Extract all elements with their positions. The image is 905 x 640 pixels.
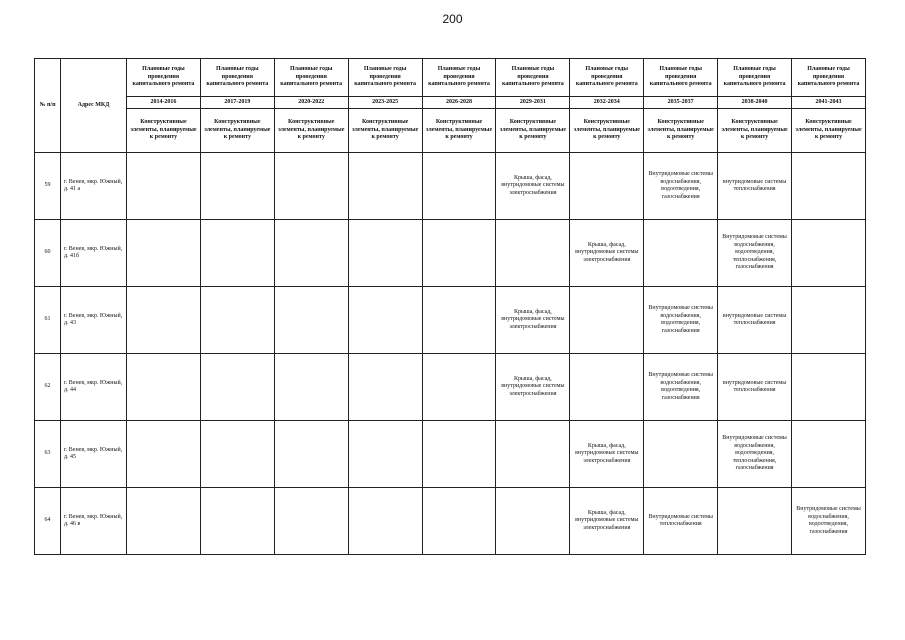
repair-elements-cell xyxy=(127,153,201,220)
repair-elements-cell xyxy=(422,153,496,220)
repair-elements-cell xyxy=(200,488,274,555)
repair-elements-cell: Внутридомовые системы водоснабжения, водоотведения, газоснабжения xyxy=(644,287,718,354)
header-period-years: 2026-2028 xyxy=(422,97,496,109)
header-elements-label: Конструктивные элементы, планируемые к ремонту xyxy=(718,109,792,153)
repair-schedule-table xyxy=(34,58,866,555)
header-num: № п/п xyxy=(35,59,61,153)
repair-elements-cell xyxy=(422,287,496,354)
repair-elements-cell xyxy=(127,421,201,488)
repair-elements-cell xyxy=(496,421,570,488)
row-address: г. Венев, мкр. Южный, д. 41б xyxy=(61,220,127,287)
header-elements-label: Конструктивные элементы, планируемые к ремонту xyxy=(127,109,201,153)
repair-elements-cell xyxy=(644,421,718,488)
repair-elements-cell xyxy=(274,220,348,287)
repair-elements-cell xyxy=(348,220,422,287)
table-row xyxy=(35,220,866,287)
header-period-years: 2032-2034 xyxy=(570,97,644,109)
header-period-years: 2023-2025 xyxy=(348,97,422,109)
header-period-title: Плановые годы проведения капитального ремонта xyxy=(792,59,866,97)
repair-elements-cell xyxy=(274,153,348,220)
repair-elements-cell xyxy=(127,287,201,354)
row-address: г. Венев, мкр. Южный, д. 41 а xyxy=(61,153,127,220)
table-row xyxy=(35,153,866,220)
repair-elements-cell xyxy=(200,354,274,421)
repair-elements-cell: Внутридомовые системы водоснабжения, водоотведения, газоснабжения xyxy=(644,153,718,220)
repair-elements-cell xyxy=(348,287,422,354)
header-elements-label: Конструктивные элементы, планируемые к ремонту xyxy=(200,109,274,153)
header-address: Адрес МКД xyxy=(61,59,127,153)
repair-elements-cell xyxy=(570,287,644,354)
row-number: 62 xyxy=(35,354,61,421)
header-period-title: Плановые годы проведения капитального ремонта xyxy=(718,59,792,97)
repair-elements-cell: внутридомовые системы теплоснабжения xyxy=(718,153,792,220)
header-period-title: Плановые годы проведения капитального ремонта xyxy=(127,59,201,97)
repair-elements-cell xyxy=(274,287,348,354)
repair-elements-cell xyxy=(422,220,496,287)
row-address: г. Венев, мкр. Южный, д. 44 xyxy=(61,354,127,421)
repair-elements-cell xyxy=(422,421,496,488)
row-number: 61 xyxy=(35,287,61,354)
row-address: г. Венев, мкр. Южный, д. 43 xyxy=(61,287,127,354)
header-period-years: 2035-2037 xyxy=(644,97,718,109)
repair-elements-cell: Внутридомовые системы водоснабжения, водоотведения, теплоснабжения, газоснабжения xyxy=(718,220,792,287)
repair-elements-cell xyxy=(348,153,422,220)
header-period-title: Плановые годы проведения капитального ремонта xyxy=(422,59,496,97)
table-row xyxy=(35,421,866,488)
header-elements-label: Конструктивные элементы, планируемые к ремонту xyxy=(422,109,496,153)
repair-elements-cell: Крыша, фасад, внутридомовые системы электроснабжения xyxy=(570,421,644,488)
table-body xyxy=(35,153,866,555)
repair-elements-cell xyxy=(422,488,496,555)
header-period-title: Плановые годы проведения капитального ремонта xyxy=(570,59,644,97)
repair-elements-cell xyxy=(274,488,348,555)
header-period-title: Плановые годы проведения капитального ремонта xyxy=(200,59,274,97)
header-period-years: 2038-2040 xyxy=(718,97,792,109)
repair-elements-cell: Крыша, фасад, внутридомовые системы электроснабжения xyxy=(496,153,570,220)
header-period-years: 2041-2043 xyxy=(792,97,866,109)
repair-elements-cell: Внутридомовые системы водоснабжения, водоотведения, газоснабжения xyxy=(644,354,718,421)
repair-elements-cell xyxy=(200,153,274,220)
table-row xyxy=(35,488,866,555)
header-period-title: Плановые годы проведения капитального ремонта xyxy=(274,59,348,97)
page-number: 200 xyxy=(442,12,463,26)
repair-elements-cell xyxy=(127,488,201,555)
table-row xyxy=(35,287,866,354)
header-elements-label: Конструктивные элементы, планируемые к ремонту xyxy=(496,109,570,153)
header-period-title: Плановые годы проведения капитального ремонта xyxy=(348,59,422,97)
repair-elements-cell xyxy=(496,220,570,287)
header-elements-label: Конструктивные элементы, планируемые к ремонту xyxy=(348,109,422,153)
repair-elements-cell: Внутридомовые системы теплоснабжения xyxy=(644,488,718,555)
header-period-years: 2029-2031 xyxy=(496,97,570,109)
repair-elements-cell xyxy=(718,488,792,555)
header-period-title: Плановые годы проведения капитального ремонта xyxy=(644,59,718,97)
repair-elements-cell: Внутридомовые системы водоснабжения, водоотведения, газоснабжения xyxy=(792,488,866,555)
repair-elements-cell xyxy=(792,354,866,421)
repair-elements-cell xyxy=(792,220,866,287)
repair-elements-cell: Крыша, фасад, внутридомовые системы электроснабжения xyxy=(570,488,644,555)
repair-elements-cell xyxy=(127,220,201,287)
header-elements-label: Конструктивные элементы, планируемые к ремонту xyxy=(570,109,644,153)
header-period-years: 2014-2016 xyxy=(127,97,201,109)
header-period-years: 2017-2019 xyxy=(200,97,274,109)
repair-elements-cell xyxy=(792,287,866,354)
table-header xyxy=(35,59,866,153)
repair-elements-cell: внутридомовые системы теплоснабжения xyxy=(718,354,792,421)
repair-elements-cell xyxy=(274,421,348,488)
repair-elements-cell xyxy=(127,354,201,421)
repair-elements-cell xyxy=(570,153,644,220)
repair-elements-cell: Крыша, фасад, внутридомовые системы электроснабжения xyxy=(570,220,644,287)
repair-elements-cell xyxy=(792,153,866,220)
repair-elements-cell: Внутридомовые системы водоснабжения, водоотведения, теплоснабжения, газоснабжения xyxy=(718,421,792,488)
repair-elements-cell xyxy=(348,354,422,421)
header-period-title: Плановые годы проведения капитального ремонта xyxy=(496,59,570,97)
repair-elements-cell xyxy=(200,287,274,354)
row-number: 64 xyxy=(35,488,61,555)
repair-elements-cell xyxy=(348,488,422,555)
repair-elements-cell xyxy=(200,421,274,488)
row-number: 63 xyxy=(35,421,61,488)
row-number: 60 xyxy=(35,220,61,287)
repair-elements-cell: Крыша, фасад, внутридомовые системы электроснабжения xyxy=(496,287,570,354)
header-period-years: 2020-2022 xyxy=(274,97,348,109)
header-elements-label: Конструктивные элементы, планируемые к ремонту xyxy=(792,109,866,153)
row-number: 59 xyxy=(35,153,61,220)
row-address: г. Венев, мкр. Южный, д. 46 в xyxy=(61,488,127,555)
repair-elements-cell xyxy=(570,354,644,421)
repair-elements-cell xyxy=(644,220,718,287)
header-elements-label: Конструктивные элементы, планируемые к ремонту xyxy=(644,109,718,153)
repair-elements-cell xyxy=(422,354,496,421)
repair-elements-cell xyxy=(348,421,422,488)
repair-elements-cell xyxy=(792,421,866,488)
table-row xyxy=(35,354,866,421)
repair-elements-cell: Крыша, фасад, внутридомовые системы электроснабжения xyxy=(496,354,570,421)
repair-elements-cell xyxy=(200,220,274,287)
repair-elements-cell xyxy=(274,354,348,421)
repair-elements-cell: внутридомовые системы теплоснабжения xyxy=(718,287,792,354)
header-elements-label: Конструктивные элементы, планируемые к ремонту xyxy=(274,109,348,153)
row-address: г. Венев, мкр. Южный, д. 45 xyxy=(61,421,127,488)
repair-elements-cell xyxy=(496,488,570,555)
